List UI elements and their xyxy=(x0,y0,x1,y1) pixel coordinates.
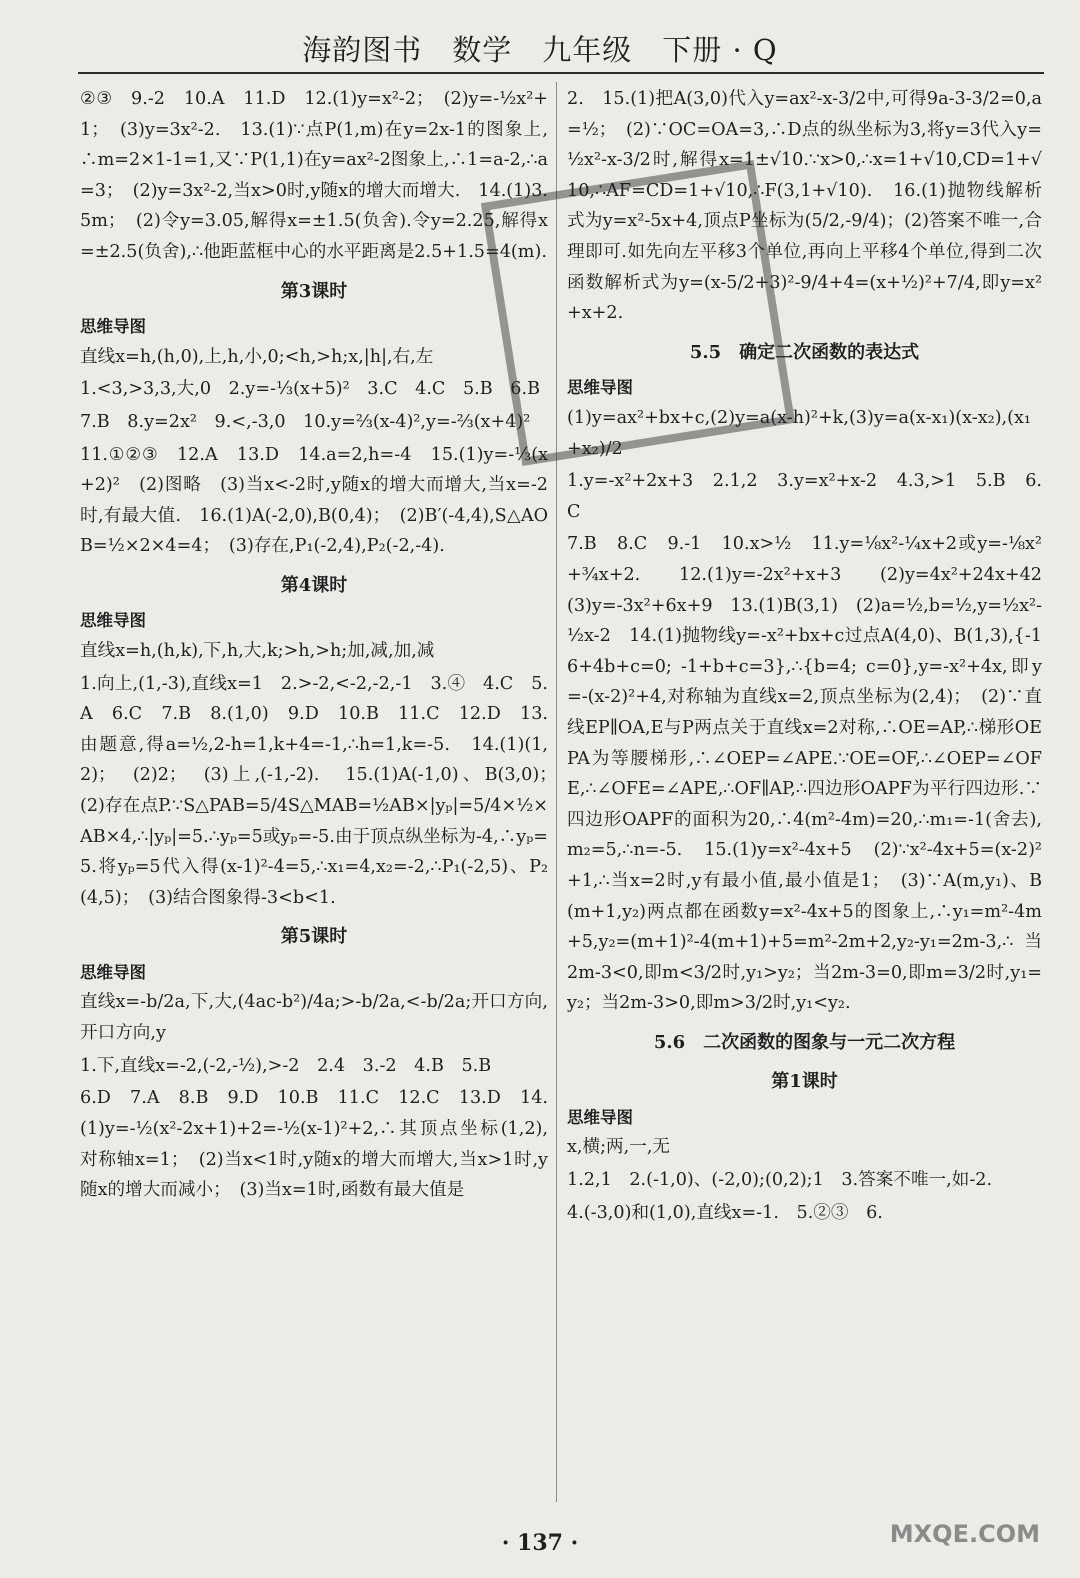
left-column xyxy=(80,84,566,1504)
answer-paragraph: 11.①②③ 12.A 13.D 14.a=2,h=-4 15.(1)y=-⅓(x+2)² (2)图略 (3)当x<-2时,y随x的增大而增大,当x=-2时,有最大值. 16.(1)A(-2,0),B(0,4)； (2)B′(-4,4),S△AOB=½×2×4=4； (3)存在,P₁(-2,4),P₂(-2,-4). xyxy=(80,444,548,557)
mind-map-label: 思维导图 xyxy=(567,1107,633,1127)
answer-paragraph: 6.D 7.A 8.B 9.D 10.B 11.C 12.C 13.D 14.(1)y=-½(x²-2x+1)+2=-½(x-1)²+2,∴其顶点坐标(1,2),对称轴x=1； (2)当x<1时,y随x的增大而增大,当x>1时,y随x的增大而减小； (3)当x=1时,函数有最大值是 xyxy=(80,1088,548,1201)
mind-map-label: 思维导图 xyxy=(80,962,146,982)
right-column xyxy=(567,84,1060,1504)
answer-paragraph: x,横;两,一,无 xyxy=(567,1137,671,1158)
watermark-logo: MXQE.COM xyxy=(889,1520,1040,1548)
answer-paragraph: (1)y=ax²+bx+c,(2)y=a(x-h)²+k,(3)y=a(x-x₁)(x-x₂),(x₁+x₂)/2 xyxy=(567,407,1031,459)
answer-paragraph: ②③ 9.-2 10.A 11.D 12.(1)y=x²-2； (2)y=-½x²+1； (3)y=3x²-2. 13.(1)∵点P(1,m)在y=2x-1的图象上,∴m=2×1-1=1,又∵P(1,1)在y=ax²-2图象上,∴1=a-2,∴a=3； (2)y=3x²-2,当x>0时,y随x的增大而增大. 14.(1)3.5m； (2)令y=3.05,解得x=±1.5(负舍).令y=2.25,解得x=±2.5(负舍),∴他距蓝框中心的水平距离是2.5+1.5=4(m). xyxy=(80,89,548,263)
answer-paragraph: 2. 15.(1)把A(3,0)代入y=ax²-x-3/2中,可得9a-3-3/2=0,a=½； (2)∵OC=OA=3,∴D点的纵坐标为3,将y=3代入y=½x²-x-3/2时,解得x=1±√10.∵x>0,∴x=1+√10,CD=1+√10,∴AF=CD=1+√10,∴F(3,1+√10). 16.(1)抛物线解析式为y=x²-5x+4,顶点P坐标为(5/2,-9/4)；(2)答案不唯一,合理即可.如先向左平移3个单位,再向上平移4个单位,得到二次函数解析式为y=(x-5/2+3)²-9/4+4=(x+½)²+7/4,即y=x²+x+2. xyxy=(567,89,1042,324)
section-title: 5.6 二次函数的图象与一元二次方程 xyxy=(653,1032,956,1054)
section-title: 5.5 确定二次函数的表达式 xyxy=(689,341,920,363)
answer-paragraph: 直线x=h,(h,0),上,h,小,0;<h,>h;x,|h|,右,左 xyxy=(80,346,434,367)
answer-paragraph: 1.下,直线x=-2,(-2,-½),>-2 2.4 3.-2 4.B 5.B xyxy=(80,1055,492,1076)
mind-map-label: 思维导图 xyxy=(80,611,146,631)
answer-paragraph: 1.向上,(1,-3),直线x=1 2.>-2,<-2,-2,-1 3.④ 4.C 5.A 6.C 7.B 8.(1,0) 9.D 10.B 11.C 12.D 13.由题意,得a=½,2-h=1,k+4=-1,∴h=1,k=-5. 14.(1)(1,2)； (2)2； (3)上,(-1,-2). 15.(1)A(-1,0)、B(3,0)； (2)存在点P.∵S△PAB=5/4S△MAB=½AB×|yₚ|=5/4×½×AB×4,∴|yₚ|=5.∴yₚ=5或yₚ=-5.由于顶点纵坐标为-4,∴yₚ=5.将yₚ=5代入得(x-1)²-4=5,∴x₁=4,x₂=-2,∴P₁(-2,5)、P₂(4,5)； (3)结合图象得-3<b<1. xyxy=(80,673,566,908)
answer-paragraph: 1.2,1 2.(-1,0)、(-2,0);(0,2);1 3.答案不唯一,如-2. xyxy=(567,1170,993,1191)
answer-paragraph: 直线x=h,(h,k),下,h,大,k;>h,>h;加,减,加,减 xyxy=(80,640,435,661)
mind-map-label: 思维导图 xyxy=(80,316,146,336)
answer-paragraph: 7.B 8.C 9.-1 10.x>½ 11.y=⅛x²-¼x+2或y=-⅛x²+¾x+2. 12.(1)y=-2x²+x+3 (2)y=4x²+24x+42 (3)y=-3x²+6x+9 13.(1)B(3,1) (2)a=½,b=½,y=½x²-½x-2 14.(1)抛物线y=-x²+bx+c过点A(4,0)、B(1,3),{-16+4b+c=0; -1+b+c=3},∴{b=4; c=0},y=-x²+4x,即y=-(x-2)²+4,对称轴为直线x=2,顶点坐标为(2,4)； (2)∵直线EP∥OA,E与P两点关于直线x=2对称,∴OE=AP,∴梯形OEPA为等腰梯形,∴∠OEP=∠APE.∵OE=OF,∴∠OEP=∠OFE,∴∠OFE=∠APE,∴OF∥AP,∴四边形OAPF为平行四边形.∵四边形OAPF的面积为20,∴4(m²-4m)=20,∴m₁=-1(舍去),m₂=5,∴n=-5. 15.(1)y=x²-4x+5 (2)∵x²-4x+5=(x-2)²+1,∴当x=2时,y有最小值,最小值是1； (3)∵A(m,y₁)、B(m+1,y₂)两点都在函数y=x²-4x+5的图象上,∴y₁=m²-4m+5,y₂=(m+1)²-4(m+1)+5=m²-2m+2,y₂-y₁=2m-3,∴当2m-3<0,即m<3/2时,y₁>y₂；当2m-3=0,即m=3/2时,y₁=y₂；当2m-3>0,即m>3/2时,y₁<y₂. xyxy=(567,534,1060,1014)
answer-paragraph: 直线x=-b/2a,下,大,(4ac-b²)/4a;>-b/2a,<-b/2a;开口方向,开口方向,y xyxy=(80,992,548,1044)
mind-map-label: 思维导图 xyxy=(567,378,633,398)
header-rule xyxy=(78,72,1044,74)
section-title: 第5课时 xyxy=(280,926,348,948)
page-header: 海韵图书 数学 九年级 下册 · Q xyxy=(302,33,778,67)
answer-paragraph: 1.<3,>3,3,大,0 2.y=-⅓(x+5)² 3.C 4.C 5.B 6.B xyxy=(80,379,541,400)
answer-paragraph: 1.y=-x²+2x+3 2.1,2 3.y=x²+x-2 4.3,>1 5.B 6.C xyxy=(567,471,1042,522)
answer-paragraph: 7.B 8.y=2x² 9.<,-3,0 10.y=⅔(x-4)²,y=-⅔(x+4)² xyxy=(80,411,531,432)
answer-paragraph: 4.(-3,0)和(1,0),直线x=-1. 5.②③ 6. xyxy=(567,1202,883,1223)
page-number: · 137 · xyxy=(501,1530,579,1556)
section-title: 第3课时 xyxy=(280,280,348,302)
section-title: 第1课时 xyxy=(771,1071,838,1093)
section-title: 第4课时 xyxy=(280,574,348,596)
